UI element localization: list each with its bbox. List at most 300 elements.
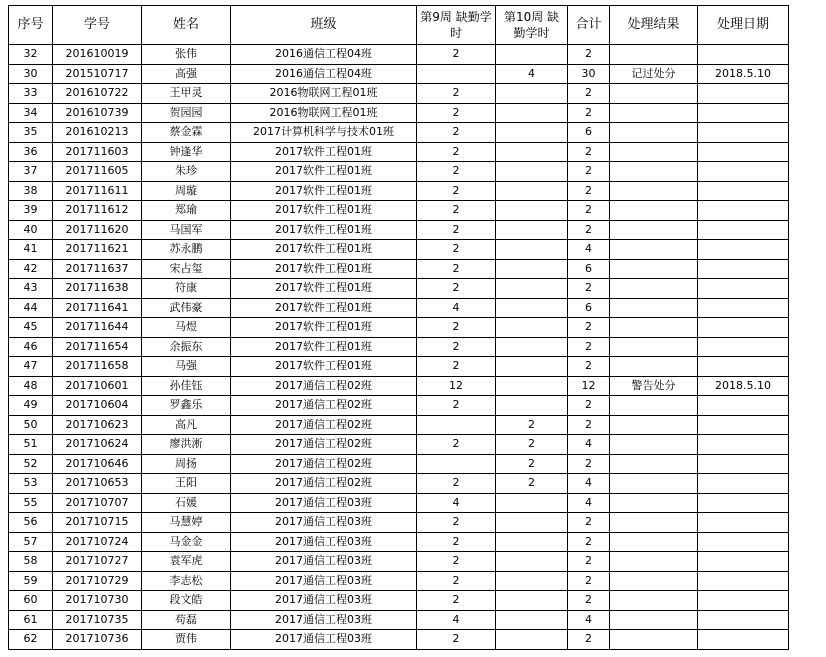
cell-total: 4 xyxy=(568,240,610,260)
cell-result xyxy=(610,513,698,533)
cell-week10-absence xyxy=(496,103,568,123)
cell-date xyxy=(698,396,789,416)
cell-date xyxy=(698,201,789,221)
cell-date xyxy=(698,142,789,162)
cell-result xyxy=(610,123,698,143)
cell-total: 2 xyxy=(568,103,610,123)
cell-total: 2 xyxy=(568,181,610,201)
cell-seq: 44 xyxy=(9,298,53,318)
cell-seq: 52 xyxy=(9,454,53,474)
table-row xyxy=(9,610,789,630)
cell-week9-absence: 2 xyxy=(417,201,496,221)
cell-week9-absence: 4 xyxy=(417,610,496,630)
cell-date xyxy=(698,220,789,240)
cell-name: 石媛 xyxy=(142,493,231,513)
header-week9-absence: 第9周 缺勤学时 xyxy=(417,6,496,45)
cell-seq: 36 xyxy=(9,142,53,162)
cell-student-id: 201711658 xyxy=(53,357,142,377)
cell-total: 2 xyxy=(568,201,610,221)
cell-week10-absence xyxy=(496,357,568,377)
cell-name: 符康 xyxy=(142,279,231,299)
cell-student-id: 201710646 xyxy=(53,454,142,474)
cell-name: 马慧婷 xyxy=(142,513,231,533)
table-row xyxy=(9,532,789,552)
table-row xyxy=(9,259,789,279)
cell-total: 4 xyxy=(568,493,610,513)
cell-week10-absence xyxy=(496,259,568,279)
table-row xyxy=(9,103,789,123)
table-row xyxy=(9,162,789,182)
header-week10-absence: 第10周 缺勤学时 xyxy=(496,6,568,45)
cell-student-id: 201711605 xyxy=(53,162,142,182)
cell-week9-absence: 2 xyxy=(417,279,496,299)
cell-name: 高强 xyxy=(142,64,231,84)
cell-seq: 55 xyxy=(9,493,53,513)
cell-week9-absence: 2 xyxy=(417,103,496,123)
cell-result xyxy=(610,357,698,377)
cell-week10-absence xyxy=(496,162,568,182)
cell-date xyxy=(698,513,789,533)
cell-result xyxy=(610,162,698,182)
cell-week9-absence: 2 xyxy=(417,45,496,65)
table-row xyxy=(9,123,789,143)
cell-seq: 48 xyxy=(9,376,53,396)
cell-result xyxy=(610,610,698,630)
cell-week10-absence xyxy=(496,181,568,201)
cell-seq: 30 xyxy=(9,64,53,84)
cell-result xyxy=(610,591,698,611)
cell-total: 2 xyxy=(568,454,610,474)
cell-name: 周璇 xyxy=(142,181,231,201)
table-row xyxy=(9,318,789,338)
cell-total: 2 xyxy=(568,552,610,572)
cell-result xyxy=(610,181,698,201)
cell-week9-absence: 2 xyxy=(417,220,496,240)
cell-date xyxy=(698,337,789,357)
cell-week9-absence: 2 xyxy=(417,181,496,201)
cell-name: 马煜 xyxy=(142,318,231,338)
cell-week10-absence xyxy=(496,376,568,396)
table-row xyxy=(9,474,789,494)
cell-class: 2017通信工程03班 xyxy=(231,571,417,591)
cell-total: 4 xyxy=(568,435,610,455)
cell-date xyxy=(698,552,789,572)
cell-week10-absence xyxy=(496,240,568,260)
cell-week10-absence: 2 xyxy=(496,454,568,474)
cell-week9-absence: 2 xyxy=(417,435,496,455)
cell-week9-absence: 2 xyxy=(417,162,496,182)
cell-date xyxy=(698,103,789,123)
cell-result: 记过处分 xyxy=(610,64,698,84)
cell-result xyxy=(610,220,698,240)
cell-student-id: 201711612 xyxy=(53,201,142,221)
cell-week10-absence xyxy=(496,591,568,611)
cell-week9-absence: 4 xyxy=(417,493,496,513)
cell-week9-absence: 2 xyxy=(417,318,496,338)
cell-total: 2 xyxy=(568,532,610,552)
cell-week9-absence: 2 xyxy=(417,474,496,494)
cell-class: 2017软件工程01班 xyxy=(231,337,417,357)
cell-name: 段文皓 xyxy=(142,591,231,611)
cell-student-id: 201710715 xyxy=(53,513,142,533)
cell-result xyxy=(610,279,698,299)
cell-result xyxy=(610,142,698,162)
cell-week10-absence xyxy=(496,493,568,513)
cell-class: 2017软件工程01班 xyxy=(231,318,417,338)
table-row xyxy=(9,64,789,84)
table-row xyxy=(9,376,789,396)
cell-name: 贾伟 xyxy=(142,630,231,650)
cell-name: 郑瑜 xyxy=(142,201,231,221)
cell-seq: 45 xyxy=(9,318,53,338)
cell-class: 2017通信工程03班 xyxy=(231,591,417,611)
cell-seq: 60 xyxy=(9,591,53,611)
cell-result xyxy=(610,318,698,338)
table-row xyxy=(9,337,789,357)
table-row xyxy=(9,630,789,650)
cell-week10-absence xyxy=(496,552,568,572)
cell-seq: 34 xyxy=(9,103,53,123)
cell-name: 李志松 xyxy=(142,571,231,591)
cell-seq: 49 xyxy=(9,396,53,416)
cell-name: 马金金 xyxy=(142,532,231,552)
cell-result xyxy=(610,630,698,650)
header-seq: 序号 xyxy=(9,6,53,45)
cell-seq: 46 xyxy=(9,337,53,357)
cell-seq: 37 xyxy=(9,162,53,182)
cell-seq: 38 xyxy=(9,181,53,201)
cell-total: 30 xyxy=(568,64,610,84)
table-row xyxy=(9,396,789,416)
cell-date xyxy=(698,45,789,65)
cell-date xyxy=(698,298,789,318)
cell-class: 2017软件工程01班 xyxy=(231,357,417,377)
table-body xyxy=(9,45,789,650)
cell-total: 2 xyxy=(568,142,610,162)
cell-week9-absence: 12 xyxy=(417,376,496,396)
cell-name: 孙佳钰 xyxy=(142,376,231,396)
cell-total: 2 xyxy=(568,513,610,533)
cell-class: 2017计算机科学与技术01班 xyxy=(231,123,417,143)
cell-total: 2 xyxy=(568,337,610,357)
cell-class: 2017通信工程03班 xyxy=(231,630,417,650)
cell-seq: 61 xyxy=(9,610,53,630)
cell-week10-absence xyxy=(496,337,568,357)
cell-date xyxy=(698,415,789,435)
cell-seq: 47 xyxy=(9,357,53,377)
table-row xyxy=(9,513,789,533)
cell-total: 2 xyxy=(568,571,610,591)
cell-week9-absence: 2 xyxy=(417,591,496,611)
cell-date xyxy=(698,474,789,494)
table-row xyxy=(9,493,789,513)
cell-name: 周扬 xyxy=(142,454,231,474)
header-class: 班级 xyxy=(231,6,417,45)
cell-result xyxy=(610,337,698,357)
cell-seq: 39 xyxy=(9,201,53,221)
cell-total: 2 xyxy=(568,45,610,65)
header-date: 处理日期 xyxy=(698,6,789,45)
cell-student-id: 201610019 xyxy=(53,45,142,65)
cell-total: 2 xyxy=(568,630,610,650)
cell-class: 2017通信工程02班 xyxy=(231,396,417,416)
cell-student-id: 201710653 xyxy=(53,474,142,494)
cell-date: 2018.5.10 xyxy=(698,376,789,396)
cell-class: 2017通信工程03班 xyxy=(231,493,417,513)
cell-week9-absence xyxy=(417,415,496,435)
cell-name: 宋占玺 xyxy=(142,259,231,279)
cell-seq: 35 xyxy=(9,123,53,143)
cell-name: 苟磊 xyxy=(142,610,231,630)
cell-class: 2017通信工程02班 xyxy=(231,376,417,396)
cell-date xyxy=(698,279,789,299)
cell-result xyxy=(610,45,698,65)
cell-class: 2017通信工程03班 xyxy=(231,552,417,572)
table-row xyxy=(9,220,789,240)
cell-date xyxy=(698,181,789,201)
cell-seq: 43 xyxy=(9,279,53,299)
cell-student-id: 201710727 xyxy=(53,552,142,572)
cell-student-id: 201710624 xyxy=(53,435,142,455)
cell-date xyxy=(698,493,789,513)
cell-date xyxy=(698,454,789,474)
cell-class: 2017通信工程02班 xyxy=(231,474,417,494)
cell-week9-absence: 2 xyxy=(417,513,496,533)
cell-name: 贺园园 xyxy=(142,103,231,123)
cell-student-id: 201610722 xyxy=(53,84,142,104)
cell-seq: 51 xyxy=(9,435,53,455)
cell-student-id: 201710623 xyxy=(53,415,142,435)
cell-name: 苏永鹏 xyxy=(142,240,231,260)
cell-student-id: 201711603 xyxy=(53,142,142,162)
table-row xyxy=(9,435,789,455)
cell-total: 6 xyxy=(568,123,610,143)
cell-name: 钟逢华 xyxy=(142,142,231,162)
table-row xyxy=(9,84,789,104)
cell-class: 2016物联网工程01班 xyxy=(231,84,417,104)
table-row xyxy=(9,201,789,221)
cell-week10-absence xyxy=(496,298,568,318)
cell-seq: 58 xyxy=(9,552,53,572)
cell-week9-absence xyxy=(417,64,496,84)
cell-class: 2017通信工程03班 xyxy=(231,532,417,552)
cell-week10-absence xyxy=(496,220,568,240)
cell-date xyxy=(698,532,789,552)
table-row xyxy=(9,454,789,474)
cell-week9-absence xyxy=(417,454,496,474)
cell-week9-absence: 2 xyxy=(417,552,496,572)
cell-result xyxy=(610,201,698,221)
cell-week9-absence: 2 xyxy=(417,84,496,104)
cell-date xyxy=(698,610,789,630)
cell-name: 袁军虎 xyxy=(142,552,231,572)
cell-result: 警告处分 xyxy=(610,376,698,396)
cell-seq: 41 xyxy=(9,240,53,260)
cell-seq: 32 xyxy=(9,45,53,65)
cell-week10-absence: 4 xyxy=(496,64,568,84)
cell-student-id: 201711620 xyxy=(53,220,142,240)
cell-student-id: 201711644 xyxy=(53,318,142,338)
cell-class: 2017软件工程01班 xyxy=(231,240,417,260)
cell-week10-absence xyxy=(496,201,568,221)
cell-name: 朱珍 xyxy=(142,162,231,182)
cell-week10-absence xyxy=(496,571,568,591)
cell-week9-absence: 2 xyxy=(417,532,496,552)
cell-week10-absence: 2 xyxy=(496,474,568,494)
header-result: 处理结果 xyxy=(610,6,698,45)
header-total: 合计 xyxy=(568,6,610,45)
cell-student-id: 201710729 xyxy=(53,571,142,591)
cell-week10-absence: 2 xyxy=(496,435,568,455)
cell-name: 廖洪淅 xyxy=(142,435,231,455)
cell-class: 2017通信工程02班 xyxy=(231,454,417,474)
cell-name: 马国军 xyxy=(142,220,231,240)
cell-week10-absence xyxy=(496,84,568,104)
cell-name: 王甲灵 xyxy=(142,84,231,104)
cell-student-id: 201510717 xyxy=(53,64,142,84)
cell-result xyxy=(610,454,698,474)
cell-result xyxy=(610,259,698,279)
cell-class: 2017软件工程01班 xyxy=(231,279,417,299)
cell-total: 4 xyxy=(568,610,610,630)
cell-name: 王阳 xyxy=(142,474,231,494)
cell-class: 2016通信工程04班 xyxy=(231,64,417,84)
cell-student-id: 201711638 xyxy=(53,279,142,299)
cell-total: 2 xyxy=(568,279,610,299)
cell-name: 罗鑫乐 xyxy=(142,396,231,416)
cell-week9-absence: 2 xyxy=(417,396,496,416)
cell-class: 2016物联网工程01班 xyxy=(231,103,417,123)
cell-date xyxy=(698,591,789,611)
cell-class: 2016通信工程04班 xyxy=(231,45,417,65)
cell-total: 2 xyxy=(568,357,610,377)
cell-date xyxy=(698,318,789,338)
cell-total: 6 xyxy=(568,298,610,318)
cell-date xyxy=(698,630,789,650)
cell-total: 2 xyxy=(568,84,610,104)
cell-week10-absence xyxy=(496,532,568,552)
cell-week10-absence xyxy=(496,610,568,630)
cell-class: 2017软件工程01班 xyxy=(231,201,417,221)
cell-student-id: 201710604 xyxy=(53,396,142,416)
cell-date xyxy=(698,571,789,591)
cell-seq: 50 xyxy=(9,415,53,435)
cell-total: 4 xyxy=(568,474,610,494)
table-row xyxy=(9,142,789,162)
cell-class: 2017软件工程01班 xyxy=(231,259,417,279)
table-row xyxy=(9,298,789,318)
cell-week9-absence: 2 xyxy=(417,240,496,260)
cell-total: 2 xyxy=(568,415,610,435)
cell-result xyxy=(610,396,698,416)
cell-class: 2017通信工程02班 xyxy=(231,415,417,435)
cell-result xyxy=(610,84,698,104)
table-row xyxy=(9,552,789,572)
cell-seq: 42 xyxy=(9,259,53,279)
cell-student-id: 201711654 xyxy=(53,337,142,357)
cell-name: 武伟豪 xyxy=(142,298,231,318)
cell-week9-absence: 2 xyxy=(417,123,496,143)
cell-week9-absence: 2 xyxy=(417,142,496,162)
cell-week9-absence: 2 xyxy=(417,337,496,357)
cell-class: 2017通信工程03班 xyxy=(231,610,417,630)
cell-name: 蔡金霖 xyxy=(142,123,231,143)
table-row xyxy=(9,591,789,611)
header-name: 姓名 xyxy=(142,6,231,45)
cell-total: 12 xyxy=(568,376,610,396)
cell-week9-absence: 2 xyxy=(417,571,496,591)
cell-seq: 40 xyxy=(9,220,53,240)
cell-class: 2017软件工程01班 xyxy=(231,220,417,240)
table-row xyxy=(9,45,789,65)
cell-result xyxy=(610,532,698,552)
cell-date: 2018.5.10 xyxy=(698,64,789,84)
cell-class: 2017软件工程01班 xyxy=(231,162,417,182)
cell-date xyxy=(698,240,789,260)
cell-date xyxy=(698,123,789,143)
cell-date xyxy=(698,84,789,104)
cell-seq: 33 xyxy=(9,84,53,104)
cell-student-id: 201710736 xyxy=(53,630,142,650)
table-row xyxy=(9,415,789,435)
cell-student-id: 201610213 xyxy=(53,123,142,143)
cell-student-id: 201711611 xyxy=(53,181,142,201)
cell-week10-absence: 2 xyxy=(496,415,568,435)
table-row xyxy=(9,571,789,591)
cell-week10-absence xyxy=(496,123,568,143)
cell-student-id: 201710724 xyxy=(53,532,142,552)
cell-week9-absence: 2 xyxy=(417,630,496,650)
cell-result xyxy=(610,103,698,123)
cell-student-id: 201711637 xyxy=(53,259,142,279)
cell-name: 张伟 xyxy=(142,45,231,65)
cell-result xyxy=(610,571,698,591)
cell-week9-absence: 2 xyxy=(417,259,496,279)
cell-class: 2017软件工程01班 xyxy=(231,181,417,201)
cell-total: 2 xyxy=(568,318,610,338)
cell-student-id: 201710707 xyxy=(53,493,142,513)
cell-student-id: 201711621 xyxy=(53,240,142,260)
cell-week9-absence: 2 xyxy=(417,357,496,377)
cell-name: 高凡 xyxy=(142,415,231,435)
cell-seq: 56 xyxy=(9,513,53,533)
cell-student-id: 201710735 xyxy=(53,610,142,630)
table-row xyxy=(9,240,789,260)
cell-result xyxy=(610,552,698,572)
cell-student-id: 201710601 xyxy=(53,376,142,396)
cell-result xyxy=(610,474,698,494)
cell-result xyxy=(610,298,698,318)
cell-total: 2 xyxy=(568,162,610,182)
cell-result xyxy=(610,493,698,513)
cell-total: 2 xyxy=(568,591,610,611)
cell-class: 2017软件工程01班 xyxy=(231,298,417,318)
cell-date xyxy=(698,435,789,455)
cell-class: 2017通信工程03班 xyxy=(231,513,417,533)
cell-week10-absence xyxy=(496,45,568,65)
cell-total: 2 xyxy=(568,220,610,240)
cell-student-id: 201710730 xyxy=(53,591,142,611)
cell-student-id: 201610739 xyxy=(53,103,142,123)
cell-seq: 62 xyxy=(9,630,53,650)
cell-date xyxy=(698,357,789,377)
cell-week10-absence xyxy=(496,513,568,533)
cell-class: 2017通信工程02班 xyxy=(231,435,417,455)
cell-result xyxy=(610,435,698,455)
table-row xyxy=(9,357,789,377)
table-row xyxy=(9,279,789,299)
cell-week10-absence xyxy=(496,279,568,299)
